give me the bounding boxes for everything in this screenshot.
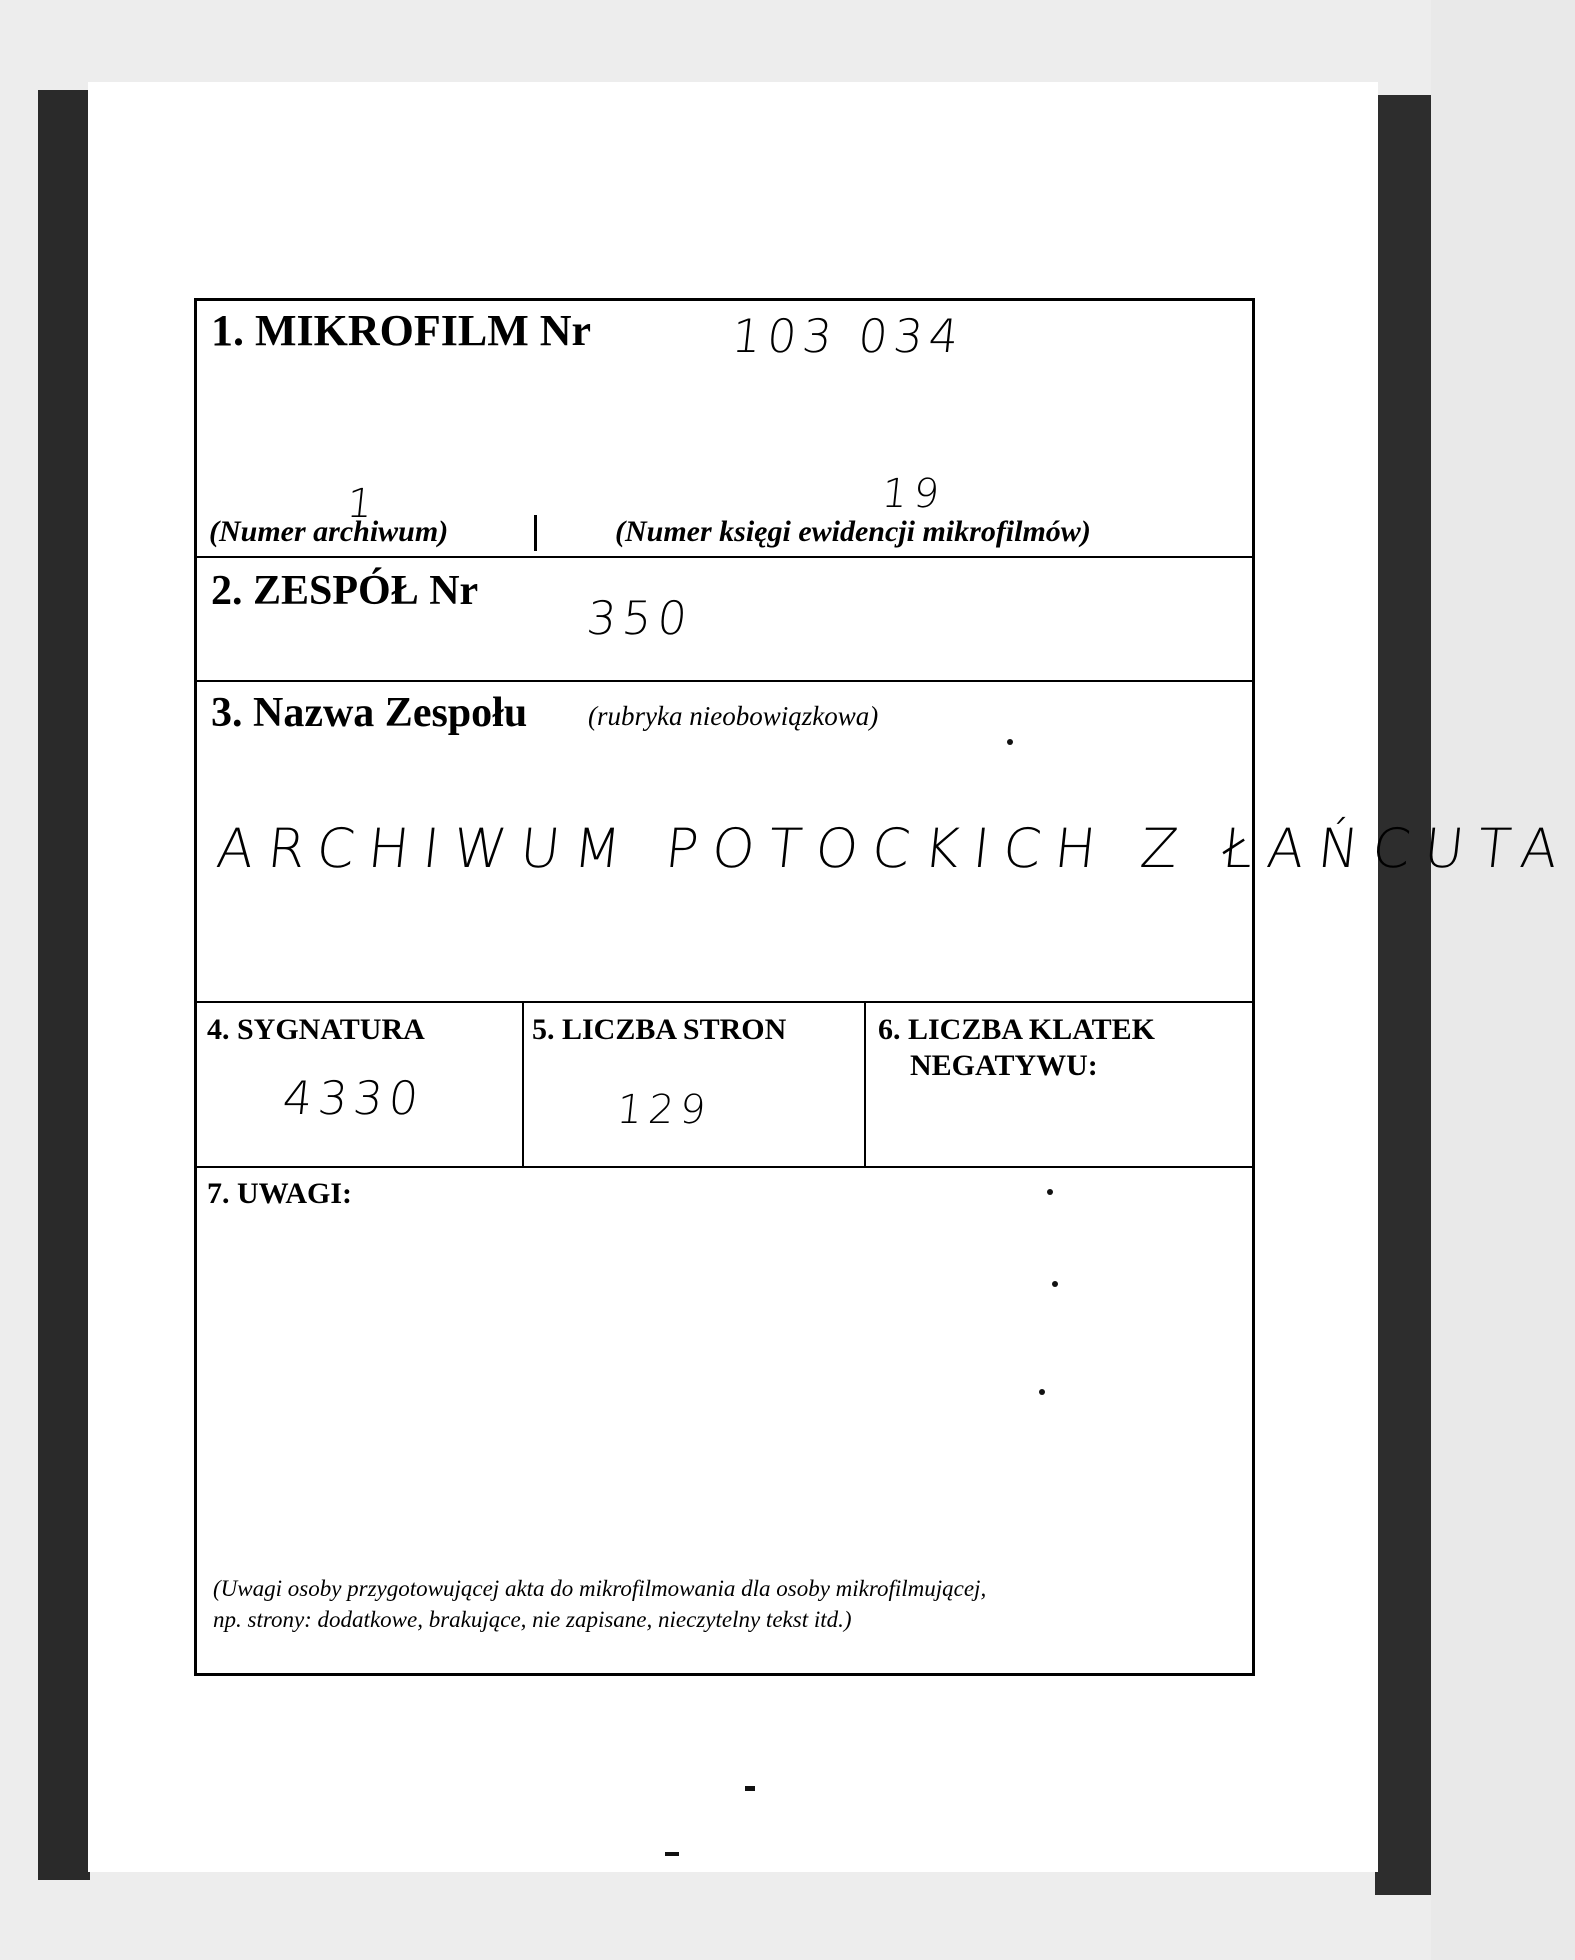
microfilm-card (194, 298, 1575, 1676)
field-1-separator (534, 515, 537, 551)
scan-speck (745, 1786, 755, 1791)
scan-left-edge-shadow (38, 90, 90, 1880)
divider-col-4-5 (522, 1001, 524, 1166)
field-7-label: 7. UWAGI: (207, 1177, 353, 1210)
signature-value: 4330 (280, 1071, 427, 1125)
field-6-label-line-2: NEGATYWU: (910, 1049, 1098, 1082)
archive-number-label: (Numer archiwum) (209, 515, 449, 548)
microfilm-number-value: 103 034 (729, 309, 968, 363)
scan-speck (1047, 1189, 1053, 1195)
scan-speck (1052, 1281, 1058, 1287)
field-2-label: 2. ZESPÓŁ Nr (211, 568, 479, 614)
divider-col-5-6 (864, 1001, 866, 1166)
field-3-optional-note: (rubryka nieobowiązkowa) (588, 701, 879, 731)
scan-speck (665, 1852, 679, 1856)
ledger-number-value: 19 (879, 471, 948, 517)
ledger-number-label: (Numer księgi ewidencji mikrofilmów) (615, 515, 1091, 548)
remarks-footnote-line-2: np. strony: dodatkowe, brakujące, nie zapisane, nieczytelny tekst itd.) (213, 1607, 852, 1632)
scan-right-edge-shadow (1375, 95, 1431, 1895)
field-4-label: 4. SYGNATURA (207, 1013, 425, 1046)
scan-speck (1039, 1389, 1045, 1395)
fonds-number-value: 350 (584, 591, 696, 645)
field-6-label-line-1: 6. LICZBA KLATEK (878, 1013, 1156, 1046)
field-1-label: 1. MIKROFILM Nr (211, 306, 592, 355)
remarks-footnote-line-1: (Uwagi osoby przygotowującej akta do mikrofilmowania dla osoby mikrofilmującej, (213, 1576, 987, 1601)
divider-1-2 (197, 556, 1252, 558)
field-3-label: 3. Nazwa Zespołu (211, 690, 528, 736)
divider-3-4 (197, 1001, 1252, 1003)
archive-number-value: 1 (344, 481, 381, 527)
scan-speck (1007, 739, 1013, 745)
page-count-value: 129 (614, 1087, 714, 1133)
field-5-label: 5. LICZBA STRON (532, 1013, 787, 1046)
divider-2-3 (197, 680, 1252, 682)
fonds-name-value: ARCHIWUM POTOCKICH Z ŁAŃCUTA (213, 817, 1575, 880)
divider-4-7 (197, 1166, 1252, 1168)
